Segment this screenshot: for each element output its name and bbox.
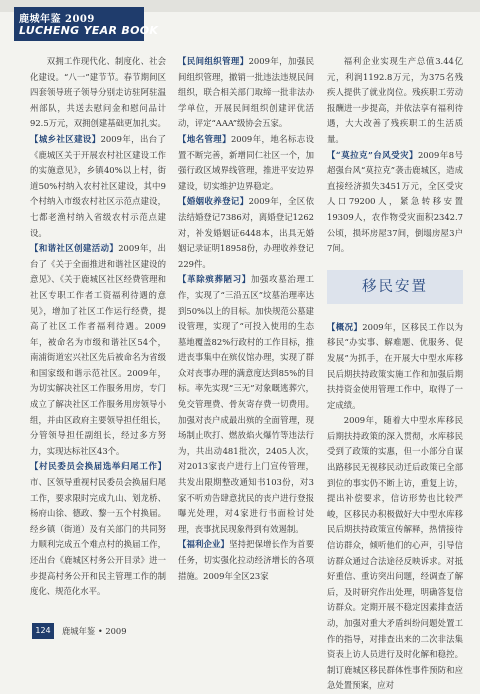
entry-heading: 【民间组织管理】 <box>178 56 249 66</box>
text-column-2 <box>178 54 314 584</box>
entry-welfare-enterprises <box>178 537 314 584</box>
footer-title: 鹿城年鉴 • 2009 <box>62 626 127 636</box>
entry-civil-organizations <box>178 54 314 132</box>
text-column-3 <box>327 54 463 694</box>
entry-overview <box>327 320 463 414</box>
entry-text: 市、区领导重视村民委员会换届归尾工作，要求限时完成九山、划龙桥、杨府山徐、德政、黎一五个村换届。经乡镇（街道）及有关部门的共同努力顺利完成五个难点村的换届工作，还出台《鹿城区村务公开目录》进一步提高村务公开和民主管理工作的制度化、规范化水平。 <box>30 477 166 597</box>
entry-text: 坚持把保增长作为首要任务，切实强化拉动经济增长的各项措施。2009年全区23家 <box>178 539 315 581</box>
entry-heading: 【概况】 <box>327 321 363 332</box>
page-footer <box>0 618 480 651</box>
entry-heading: 【城乡社区建设】 <box>30 133 101 144</box>
entry-heading: 【革除殡葬陋习】 <box>178 274 251 285</box>
entry-text: 2009年，地名标志设置不断完善，新增同仁社区一个，加强行政区域界线管理，推进平安边界建设，切实维护边界稳定。 <box>178 133 314 191</box>
paragraph: 2009年，随着大中型水库移民后期扶持政策的深入贯彻，水库移民受到了政策的实惠，但一小部分自谋出路移民无视移民动迁后政策已全部到位的事实仍不断上访，重复上访，提出补偿要求，信访形势也比较严峻，区移民办积极做好大中型水库移民后期扶持政策宣传解释，热情接待信访群众，倾听他们的心声，引导信访群众通过合法途径反映诉求。对抵好重信、重访突出问题，经调查了解后，及时研究作出处理，明确答复信访群众。定期开展不稳定因素排查活动，加强对重大矛盾纠纷问题处置工作的指导，对排查出来的二次非法集资表上访人员进行及时化解和稳控。制订鹿城区移民群体性事件预防和应急处置预案，应对 <box>327 415 463 691</box>
logo-subtitle: LUCHENG YEAR BOOK <box>19 24 159 37</box>
paragraph: 福利企业实现生产总值3.44亿元，利润1192.8万元，为375名残疾人提供了就业岗位。残疾职工劳动报酬进一步提高，并依法享有福利待遇，大大改善了残疾职工的生活质量。 <box>327 56 463 144</box>
entry-text: 2009年，全区依法结婚登记7386对，离婚登记1262对，补发婚姻证6448本，出具无婚姻记录证明18958份，办理收养登记229件。 <box>178 196 314 269</box>
entry-text: 2009年，区移民工作以为移民“办实事、解难题、优服务、促发展”为抓手，在开展大中型水库移民后期扶持政策实施工作和加强后期扶持资金使用管理工作中，取得了一定成绩。 <box>327 321 463 410</box>
entry-text: 2009年，出台了《关于全面推进和谐社区建设的意见》、《关于鹿城区社区经费管理和社区专职工作者工资福利待遇的意见》，增加了社区工作运行经费，提高了社区工作者福利待遇。2009年，被命名为市级和谐社区54个，南浦街道宏兴社区先后被命名为省级和国家级和谐示范社区。2009年，为切实解决社区工作服务用房，专门成立了解决社区工作服务用房领导小组，并由区政府主要领导担任组长，分管领导担任副组长，经过多方努力，实现达标社区43个。 <box>30 243 166 456</box>
entry-marriage-registration <box>178 194 314 272</box>
entry-community-building <box>30 132 166 241</box>
logo-title: 鹿城年鉴 2009 <box>19 14 95 25</box>
entry-text: 加强攻墓治理工作，实现了“三沿五区”坟墓治理率达到50%以上的目标。加快规范公墓建设管理，实现了“可投入使用的生态墓地覆盖82%行政村的工作目标，推进丧事集中在殡仪馆办理，实现了群众对丧事办理的满意度达到85%的目标。率先实现“三无”对象嘅逃葬穴，免交管理费、骨灰寄存费一切费用。加强对丧户成最出殡的全面管理，现场制止吹打、燃放焰火爆竹等违法行为，共出动481批次，2405人次，对2013家丧户进行上门宣传管理，共发出限期整改通知书103份，对3家不听劝告肆意扰民的丧户进行登报曝光处理，对4家进行书面检讨处理，丧事扰民现象得到有效遏制。 <box>178 274 315 534</box>
section-title: 移民安置 <box>327 270 463 304</box>
entry-place-names <box>178 132 314 194</box>
entry-heading: 【“莫拉克”台风受灾】 <box>327 149 418 160</box>
entry-heading: 【福利企业】 <box>178 539 230 550</box>
entry-typhoon <box>327 148 463 257</box>
entry-heading: 【婚姻收养登记】 <box>178 196 249 207</box>
entry-text: 2009年，出台了《鹿城区关于开展农村社区建设工作的实施意见》，乡镇40%以上村，街道50%村纳入农村社区建设，其中9个村纳入市级农村社区示范点建设，七都老渔村纳入省级农村示范点建设。 <box>30 133 166 238</box>
entry-heading: 【和谐社区创建活动】 <box>30 243 119 254</box>
entry-text: 2009年，加强民间组织管理，撤销一批违法违规民间组织，联合相关部门取缔一批非法办学单位，开展民间组织创建评优活动，评定“AAA”级协会五家。 <box>178 56 314 129</box>
entry-text: 2009年8号超强台风“莫拉克”袭击鹿城区，造成直接经济损失3451万元，全区受灾人口79200人，紧急转移安置19309人，农作物受灾面积2342.7公顷，损坏房屋37间，倒塌房屋3户7间。 <box>327 149 463 254</box>
paragraph: 双拥工作现代化、制度化、社会化建设。“八一”建节节。春节期间区四套领导班子领导分别走访驻阿驻温州部队，共送去慰问金和慰问品计92.5万元，双拥创建基础更加扎实。 <box>30 56 166 129</box>
entry-harmonious-community <box>30 241 166 459</box>
text-column-1 <box>30 54 166 600</box>
entry-village-election <box>30 459 166 599</box>
yearbook-logo <box>14 7 159 41</box>
entry-heading: 【村民委员会换届选举归尾工作】 <box>30 461 166 472</box>
page-number: 124 <box>32 623 54 639</box>
entry-heading: 【地名管理】 <box>178 133 231 144</box>
entry-funeral-reform <box>178 272 314 537</box>
